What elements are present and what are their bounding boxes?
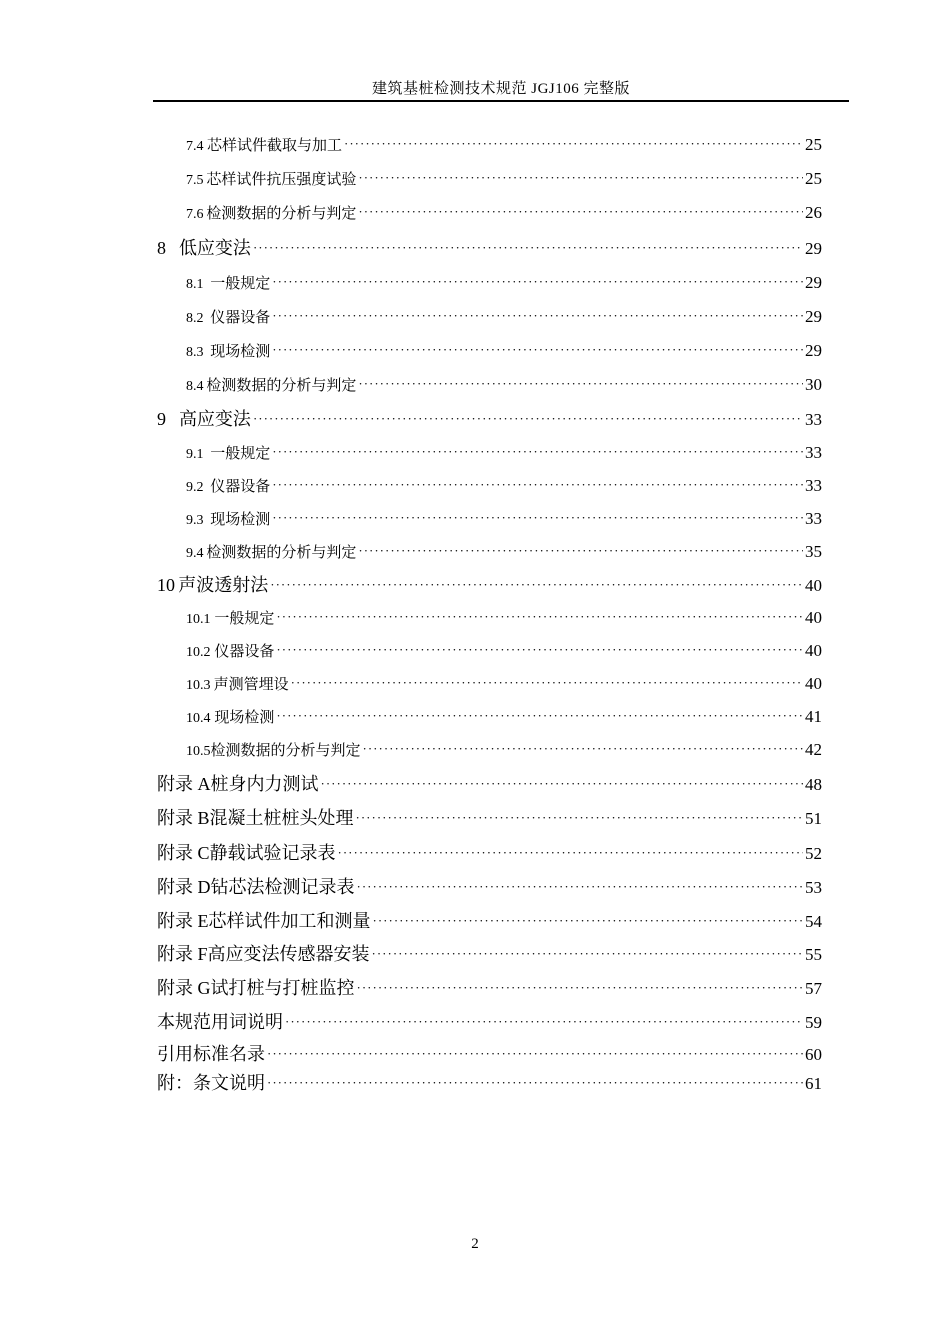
toc-title: 钻芯法检测记录表: [210, 877, 355, 897]
toc-number: 8.4: [186, 379, 204, 394]
toc-title: 一般规定: [214, 611, 275, 627]
toc-number: 9.3: [186, 513, 204, 528]
toc-page: 25: [805, 135, 822, 154]
toc-entry-8[interactable]: [157, 234, 822, 260]
toc-page: 40: [805, 674, 822, 693]
toc-entry-references[interactable]: [157, 1040, 822, 1066]
dot-leader: [272, 511, 803, 524]
toc-number: 10.5: [186, 744, 211, 759]
toc-page: 54: [805, 912, 822, 931]
toc-number: 10.3: [186, 678, 211, 693]
toc-page: 33: [805, 443, 822, 462]
toc-title: 试打桩与打桩监控: [210, 978, 355, 998]
dot-leader: [358, 377, 803, 390]
dot-leader: [356, 811, 803, 824]
toc-page: 33: [805, 410, 822, 429]
dot-leader: [253, 241, 803, 254]
toc-page: 61: [805, 1074, 822, 1093]
toc-title: 一般规定: [210, 446, 271, 462]
toc-page: 59: [805, 1013, 822, 1032]
dot-leader: [338, 846, 803, 859]
toc-page: 33: [805, 476, 822, 495]
toc-title: 高应变法传感器安装: [207, 944, 370, 964]
dot-leader: [363, 742, 803, 755]
dot-leader: [276, 610, 803, 623]
toc-page: 55: [805, 945, 822, 964]
toc-title: 声波透射法: [178, 575, 269, 595]
toc-number: 附录 E: [157, 911, 209, 931]
toc-title: 芯样试件抗压强度试验: [206, 172, 357, 188]
dot-leader: [357, 880, 804, 893]
toc-title: 现场检测: [214, 710, 275, 726]
toc-title: 一般规定: [210, 276, 271, 292]
toc-entry-10-2[interactable]: [186, 640, 822, 662]
toc-entry-appendix-c[interactable]: [157, 839, 822, 865]
toc-page: 53: [805, 878, 822, 897]
toc-entry-7-4[interactable]: [186, 134, 822, 156]
toc-number: 9.2: [186, 480, 204, 495]
toc-number: 7.4: [186, 139, 204, 154]
toc-entry-8-4[interactable]: [186, 374, 822, 396]
dot-leader: [253, 412, 803, 425]
dot-leader: [267, 1076, 803, 1089]
toc-title: 仪器设备: [214, 644, 275, 660]
toc-title: 检测数据的分析与判定: [206, 206, 357, 222]
toc-number: 10.2: [186, 645, 211, 660]
toc-title: 现场检测: [210, 512, 271, 528]
toc-title: 仪器设备: [210, 479, 271, 495]
toc-page: 29: [805, 239, 822, 258]
dot-leader: [344, 137, 803, 150]
toc-number: 10.4: [186, 711, 211, 726]
toc-entry-10[interactable]: [157, 571, 822, 597]
toc-title: 高应变法: [178, 409, 251, 429]
toc-entry-appendix-b[interactable]: [157, 804, 822, 830]
toc-entry-9-1[interactable]: [186, 442, 822, 464]
page-number: 2: [471, 1236, 479, 1252]
toc-entry-10-4[interactable]: [186, 706, 822, 728]
toc-page: 29: [805, 273, 822, 292]
toc-number: 7.5: [186, 173, 204, 188]
toc-number: 附录 B: [157, 808, 210, 828]
dot-leader: [272, 343, 803, 356]
toc-number: 8.1: [186, 277, 204, 292]
toc-page: 29: [805, 307, 822, 326]
dot-leader: [358, 205, 803, 218]
toc-page: 40: [805, 576, 822, 595]
toc-page: 40: [805, 608, 822, 627]
dot-leader: [357, 981, 804, 994]
toc-number: 附录 A: [157, 774, 211, 794]
toc-number: 9: [157, 409, 166, 429]
toc-page: 41: [805, 707, 822, 726]
toc-page: 40: [805, 641, 822, 660]
toc-page: 25: [805, 169, 822, 188]
toc-entry-8-3[interactable]: [186, 340, 822, 362]
toc-entry-9-3[interactable]: [186, 508, 822, 530]
toc-title: 引用标准名录: [157, 1044, 265, 1064]
toc-title: 芯样试件加工和测量: [208, 911, 371, 931]
toc-number: 附录 C: [157, 843, 210, 863]
dot-leader: [272, 309, 803, 322]
toc-entry-10-3[interactable]: [186, 673, 822, 695]
dot-leader: [267, 1047, 803, 1060]
toc-page: 26: [805, 203, 822, 222]
toc-page: 48: [805, 775, 822, 794]
toc-title: 本规范用词说明: [157, 1012, 283, 1032]
toc-entry-appendix-f[interactable]: [157, 940, 822, 966]
toc-number: 7.6: [186, 207, 204, 222]
toc-page: 52: [805, 844, 822, 863]
toc-entry-appendix-g[interactable]: [157, 974, 822, 1000]
toc-entry-7-5[interactable]: [186, 168, 822, 190]
dot-leader: [358, 544, 803, 557]
dot-leader: [372, 947, 803, 960]
toc-entry-10-5[interactable]: [186, 739, 822, 761]
toc-title: 声测管埋设: [213, 677, 289, 693]
toc-title: 仪器设备: [210, 310, 271, 326]
toc-entry-appendix-e[interactable]: [157, 907, 822, 933]
toc-number: 附录 D: [157, 877, 211, 897]
toc-number: 9.1: [186, 447, 204, 462]
dot-leader: [272, 478, 803, 491]
toc-number: 附录 G: [157, 978, 211, 998]
toc-number: 8.2: [186, 311, 204, 326]
toc-title: 检测数据的分析与判定: [210, 743, 361, 759]
dot-leader: [276, 643, 803, 656]
dot-leader: [321, 777, 804, 790]
toc-title: 混凝土桩桩头处理: [209, 808, 354, 828]
toc-page: 51: [805, 809, 822, 828]
toc-title: 检测数据的分析与判定: [206, 545, 357, 561]
toc-page: 57: [805, 979, 822, 998]
toc-entry-explanation[interactable]: [157, 1069, 822, 1095]
dot-leader: [272, 445, 803, 458]
toc-entry-9[interactable]: [157, 405, 822, 431]
toc-page: 29: [805, 341, 822, 360]
toc-page: 33: [805, 509, 822, 528]
toc-title: 桩身内力测试: [210, 774, 319, 794]
toc-entry-7-6[interactable]: [186, 202, 822, 224]
toc-title: 检测数据的分析与判定: [206, 378, 357, 394]
running-header: 建筑基桩检测技术规范 JGJ106 完整版: [371, 81, 630, 97]
toc-number: 8.3: [186, 345, 204, 360]
toc-entry-appendix-a[interactable]: [157, 770, 822, 796]
toc-page: 30: [805, 375, 822, 394]
toc-title: 芯样试件截取与加工: [207, 138, 343, 154]
toc-number: 10: [157, 575, 175, 595]
toc-page: 42: [805, 740, 822, 759]
dot-leader: [285, 1015, 803, 1028]
dot-leader: [270, 578, 803, 591]
dot-leader: [272, 275, 803, 288]
toc-entry-9-4[interactable]: [186, 541, 822, 563]
toc-entry-8-1[interactable]: [186, 272, 822, 294]
dot-leader: [373, 914, 804, 927]
toc-title: 静载试验记录表: [209, 843, 336, 863]
toc-title: 附：条文说明: [157, 1073, 265, 1093]
toc-title: 现场检测: [210, 344, 271, 360]
toc-page: 60: [805, 1045, 822, 1064]
toc-number: 10.1: [186, 612, 211, 627]
toc-entry-appendix-d[interactable]: [157, 873, 822, 899]
toc-number: 9.4: [186, 546, 204, 561]
toc-entry-10-1[interactable]: [186, 607, 822, 629]
dot-leader: [358, 171, 803, 184]
toc-number: 附录 F: [157, 944, 208, 964]
toc-number: 8: [157, 238, 166, 258]
toc-title: 低应变法: [178, 238, 251, 258]
dot-leader: [276, 709, 803, 722]
toc-entry-9-2[interactable]: [186, 475, 822, 497]
toc-entry-terms[interactable]: [157, 1008, 822, 1034]
dot-leader: [291, 676, 803, 689]
toc-page: 35: [805, 542, 822, 561]
toc-entry-8-2[interactable]: [186, 306, 822, 328]
